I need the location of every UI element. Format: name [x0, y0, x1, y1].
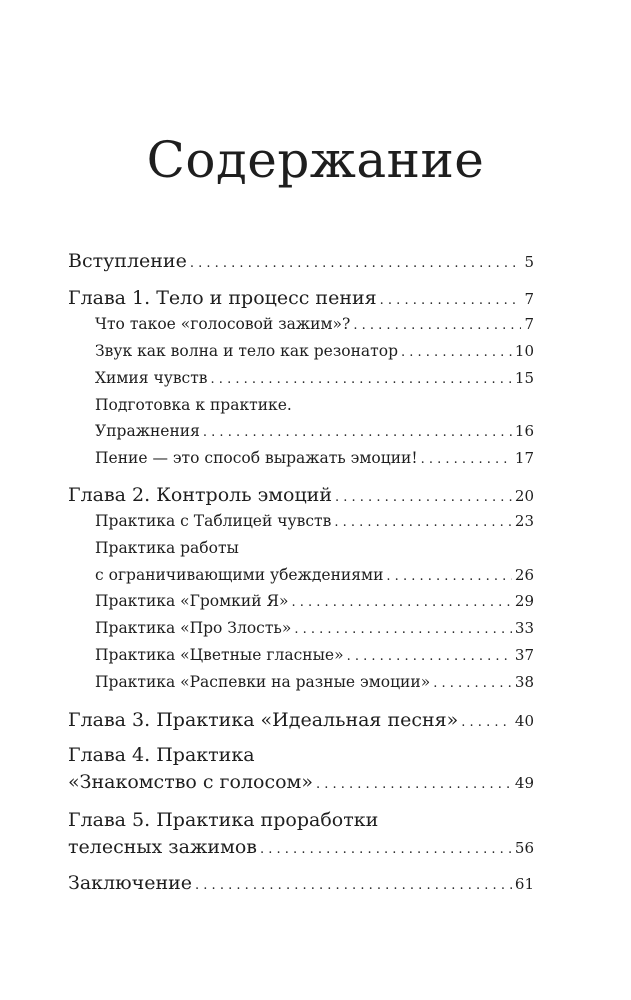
- toc-entry-introduction: [68, 250, 534, 272]
- toc-entry-page: 5: [524, 253, 534, 271]
- toc-entry-label: Практика «Цветные гласные»: [95, 646, 344, 664]
- toc-entry-section-line: [68, 396, 534, 414]
- dot-leader: [203, 425, 512, 440]
- toc-entry-page: 61: [514, 875, 534, 893]
- dot-leader: [195, 878, 512, 893]
- toc-entry-label: Глава 5. Практика проработки: [68, 809, 379, 831]
- dot-leader: [421, 452, 512, 467]
- toc-entry-section-line: [68, 539, 534, 557]
- toc-entry-chapter-2: [68, 484, 534, 506]
- toc-entry-page: 7: [524, 315, 534, 333]
- toc-entry-page: 16: [514, 422, 534, 440]
- toc-entry-page: 33: [514, 619, 534, 637]
- toc-entry-label: Практика работы: [95, 539, 239, 557]
- toc-entry-chapter-5: [68, 836, 534, 858]
- toc-entry-section: [68, 673, 534, 691]
- toc-entry-section: [68, 619, 534, 637]
- dot-leader: [211, 372, 512, 387]
- dot-leader: [316, 777, 512, 792]
- toc-entry-label: Химия чувств: [95, 369, 208, 387]
- toc-entry-chapter-3: [68, 709, 534, 731]
- toc-entry-label: «Знакомство с голосом»: [68, 771, 313, 793]
- toc-entry-section: [68, 512, 534, 530]
- toc-entry-label: Глава 4. Практика: [68, 744, 255, 766]
- toc-entry-section: [68, 342, 534, 360]
- toc-entry-page: 29: [514, 592, 534, 610]
- toc-entry-conclusion: [68, 872, 534, 894]
- toc-entry-page: 56: [514, 839, 534, 857]
- toc-entry-page: 37: [514, 646, 534, 664]
- toc-entry-label: Глава 1. Тело и процесс пения: [68, 287, 377, 309]
- toc-entry-section: [68, 592, 534, 610]
- toc-entry-label: Пение — это способ выражать эмоции!: [95, 449, 418, 467]
- toc-entry-label: Практика «Распевки на разные эмоции»: [95, 673, 431, 691]
- toc-entry-label: Что такое «голосовой зажим»?: [95, 315, 351, 333]
- toc-entry-label: Глава 2. Контроль эмоций: [68, 484, 332, 506]
- dot-leader: [433, 676, 512, 691]
- toc-entry-label: Практика «Про Злость»: [95, 619, 292, 637]
- toc-entry-page: 7: [524, 290, 534, 308]
- toc-entry-page: 20: [514, 487, 534, 505]
- toc-entry-label: Практика с Таблицей чувств: [95, 512, 332, 530]
- dot-leader: [401, 345, 512, 360]
- toc-entry-page: 26: [514, 566, 534, 584]
- toc-entry-page: 49: [514, 774, 534, 792]
- toc-entry-label: Звук как волна и тело как резонатор: [95, 342, 398, 360]
- dot-leader: [334, 515, 512, 530]
- toc-entry-page: 38: [514, 673, 534, 691]
- toc-entry-section: [68, 646, 534, 664]
- dot-leader: [294, 622, 512, 637]
- toc-entry-section: [68, 422, 534, 440]
- dot-leader: [335, 490, 512, 505]
- toc-entry-label: Глава 3. Практика «Идеальная песня»: [68, 709, 459, 731]
- toc-entry-chapter-4: [68, 771, 534, 793]
- dot-leader: [461, 715, 512, 730]
- toc-entry-label: телесных зажимов: [68, 836, 257, 858]
- toc-entry-page: 23: [514, 512, 534, 530]
- toc-entry-page: 15: [514, 369, 534, 387]
- dot-leader: [190, 256, 522, 271]
- toc-entry-chapter-1: [68, 287, 534, 309]
- toc-entry-section: [68, 369, 534, 387]
- toc-entry-label: Заключение: [68, 872, 193, 894]
- toc-entry-label: Вступление: [68, 250, 187, 272]
- dot-leader: [291, 595, 511, 610]
- toc-entry-section: [68, 315, 534, 333]
- dot-leader: [260, 842, 512, 857]
- toc-entry-page: 10: [514, 342, 534, 360]
- toc-entry-page: 40: [514, 712, 534, 730]
- dot-leader: [353, 318, 521, 333]
- dot-leader: [347, 649, 512, 664]
- toc-entry-label: Подготовка к практике.: [95, 396, 292, 414]
- toc-entry-chapter-4-line: [68, 744, 534, 766]
- toc-entry-label: с ограничивающими убеждениями: [95, 566, 384, 584]
- dot-leader: [380, 293, 522, 308]
- toc-entry-chapter-5-line: [68, 809, 534, 831]
- toc-entry-label: Упражнения: [95, 422, 200, 440]
- toc-entry-page: 17: [514, 449, 534, 467]
- page-title: Содержание: [146, 131, 485, 189]
- toc-entry-section: [68, 566, 534, 584]
- dot-leader: [386, 569, 511, 584]
- toc-entry-label: Практика «Громкий Я»: [95, 592, 289, 610]
- toc-entry-section: [68, 449, 534, 467]
